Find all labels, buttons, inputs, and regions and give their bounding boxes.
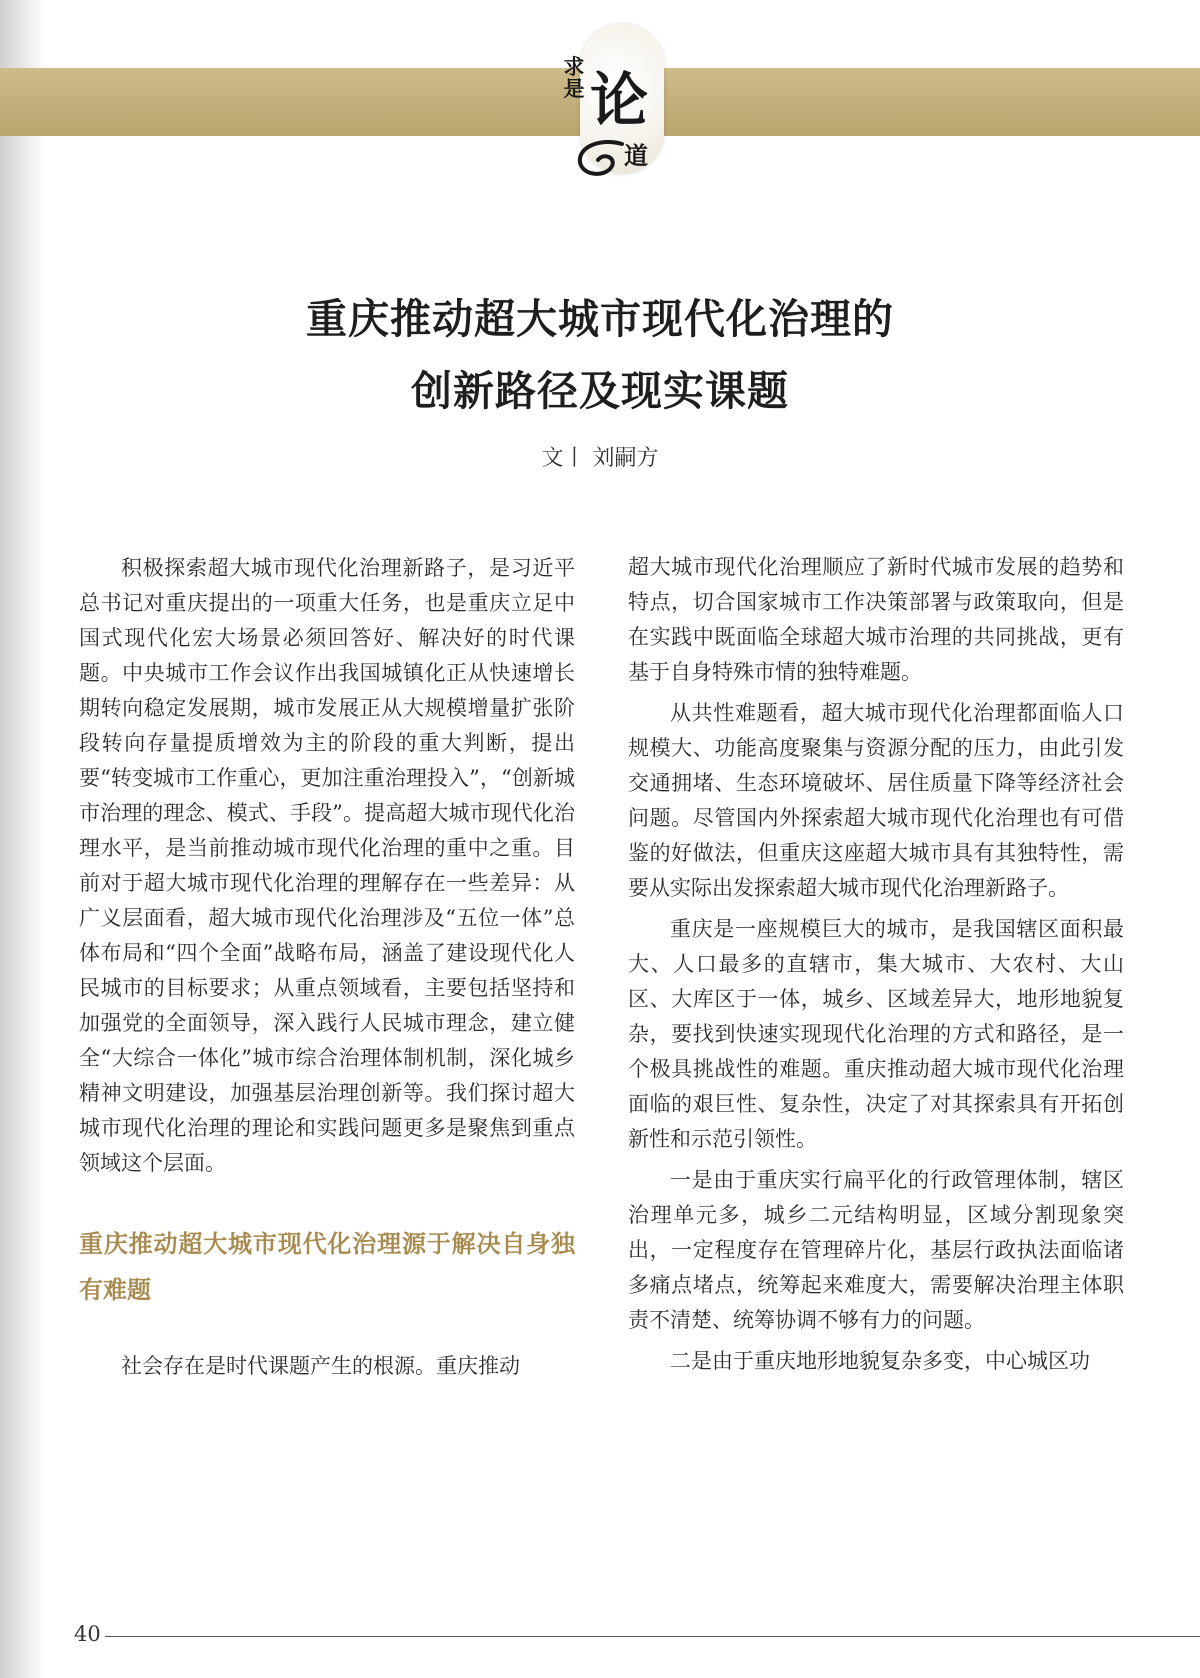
- paragraph: 一是由于重庆实行扁平化的行政管理体制，辖区治理单元多，城乡二元结构明显，区域分割现象突出，一定程度存在管理碎片化，基层行政执法面临诸多痛点堵点，统筹起来难度大，需要解决治理主体职责不清楚、统筹协调不够有力的问题。: [628, 1168, 1124, 1332]
- title-line-2: 创新路径及现实课题: [411, 367, 789, 415]
- logo-small-text-2: 道: [624, 141, 648, 170]
- logo-big-text: 论: [590, 66, 649, 134]
- paragraph: 重庆是一座规模巨大的城市，是我国辖区面积最大、人口最多的直辖市，集大城市、大农村、大山区、大库区于一体，城乡、区域差异大，地形地貌复杂，要找到快速实现现代化治理的方式和路径，是一个极具挑战性的难题。重庆推动超大城市现代化治理面临的艰巨性、复杂性，决定了对其探索具有开拓创新性和示范引领性。: [628, 917, 1124, 1151]
- footer-rule: [104, 1636, 1200, 1637]
- article-title: [0, 283, 1200, 427]
- right-column: [628, 550, 1124, 1379]
- swirl-ornament-icon: [572, 136, 632, 180]
- paragraph: 二是由于重庆地形地貌复杂多变，中心城区功: [670, 1349, 1090, 1373]
- paragraph: 积极探索超大城市现代化治理新路子，是习近平总书记对重庆提出的一项重大任务，也是重庆立足中国式现代化宏大场景必须回答好、解决好的时代课题。中央城市工作会议作出我国城镇化正从快速增长期转向稳定发展期，城市发展正从大规模增量扩张阶段转向存量提质增效为主的阶段的重大判断，提出要“转变城市工作重心，更加注重治理投入”，“创新城市治理的理念、模式、手段”。提高超大城市现代化治理水平，是当前推动城市现代化治理的重中之重。目前对于超大城市现代化治理的理解存在一些差异：从广义层面看，超大城市现代化治理涉及“五位一体”总体布局和“四个全面”战略布局，涵盖了建设现代化人民城市的目标要求；从重点领域看，主要包括坚持和加强党的全面领导，深入践行人民城市理念，建立健全“大综合一体化”城市综合治理体制机制，深化城乡精神文明建设，加强基层治理创新等。我们探讨超大城市现代化治理的理论和实践问题更多是聚焦到重点领域这个层面。: [79, 556, 575, 1175]
- paragraph: 超大城市现代化治理顺应了新时代城市发展的趋势和特点，切合国家城市工作决策部署与政策取向，但是在实践中既面临全球超大城市治理的共同挑战，更有基于自身特殊市情的独特难题。: [628, 555, 1124, 684]
- column-logo: [562, 18, 680, 188]
- title-line-1: 重庆推动超大城市现代化治理的: [306, 295, 894, 343]
- paragraph: 从共性难题看，超大城市现代化治理都面临人口规模大、功能高度聚集与资源分配的压力，由此引发交通拥堵、生态环境破坏、居住质量下降等经济社会问题。尽管国内外探索超大城市现代化治理也有可借鉴的好做法，但重庆这座超大城市具有其独特性，需要从实际出发探索超大城市现代化治理新路子。: [628, 701, 1124, 900]
- logo-small-text: 求是: [563, 54, 585, 101]
- page-number: 40: [74, 1622, 105, 1646]
- left-column: [79, 551, 575, 1384]
- section-heading: 重庆推动超大城市现代化治理源于解决自身独有难题: [79, 1230, 575, 1304]
- byline: 文丨 刘嗣方: [541, 446, 659, 471]
- spine-shadow: [0, 0, 46, 1678]
- paragraph: 社会存在是时代课题产生的根源。重庆推动: [121, 1354, 520, 1378]
